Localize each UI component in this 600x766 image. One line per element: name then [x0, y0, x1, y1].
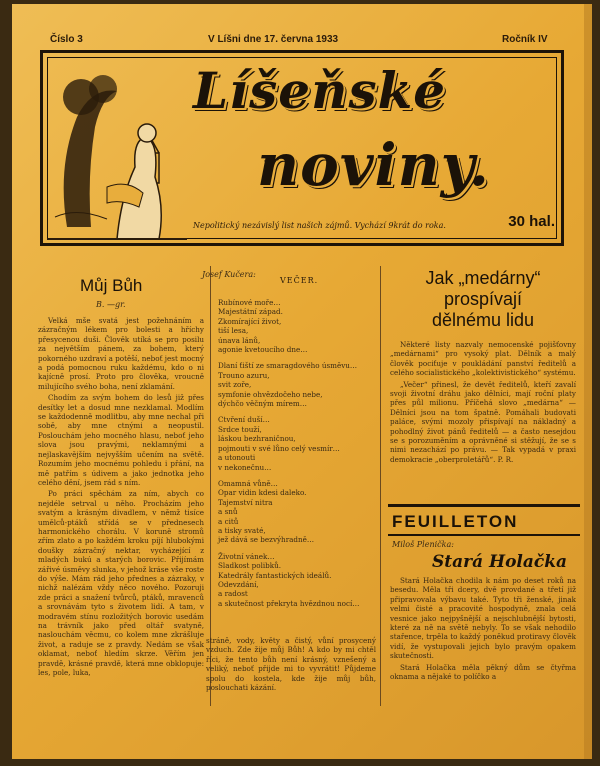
masthead-title-line2: noviny.	[257, 131, 490, 199]
article-title-medarny	[388, 268, 578, 331]
poem-line: jež dává se bezvýhradně…	[218, 535, 315, 545]
headline-line: prospívají	[443, 289, 523, 309]
poem-line: dýchčo věčným mírem…	[218, 399, 307, 409]
article-continuation	[206, 636, 376, 694]
poem-line: pojmouti v své lůno celý vesmír…	[218, 443, 340, 453]
headline-line: dělnému lidu	[431, 310, 535, 330]
poem-line: Opar vidin kdesi daleko.	[218, 488, 307, 498]
feuilleton-body	[390, 576, 576, 683]
paragraph: stráně, vody, květy a čistý, vůní prosycený vzduch. Zde žije můj Bůh! A kdo by mi chtěl říci, že tento bůh není krásný, vznešený a veliký, neboť přijde mi to vyvrátit! Půjdeme spolu do kostela, kde žije můj bůh, poslouchati kázání.	[206, 636, 376, 693]
poem-line: Rubínové moře…	[218, 298, 281, 307]
paragraph: „Večer“ přinesl, že devět ředitelů, kteří zavalí svoji životní dráhu jako dělníci, mají roční platy přes půl milionu. Příčehá slovo „medárna“ — Dělníci jsou na tom špatně. Pomáhali budovati paláce, svými mozoly přispívají na nákladný a pohodlný život pánů ředitelů — a často nesejdou se s porozuměním a oprávněné si stěžují, že se s nimi nezachází po právu. — Tak vypadá v praxi demokracie „oberproletářů“. P. R.	[390, 379, 576, 464]
article-body-medarny	[390, 340, 576, 466]
paragraph: Stará Holačka chodila k nám po deset roků na besedu. Měla tři dcery, dvě provdané a třetí již připravovala výbavu také. Tyto tři ženské, jinak velmi čisté a pracovité hospodyně, znala celá vesnice jako nejpyšnější a nejschlubnější bytosti, které za ně na světě nebyly. To se však nehodilo stařence, trpěla to každý poněkud protiravy člověk vidí, že vystupovali jejich bylo pravým opakem skutečnosti.	[390, 576, 576, 661]
poem-line: agonie kvetoucího dne…	[218, 345, 308, 355]
poem-vecer	[218, 298, 384, 608]
page-edge-shadow	[584, 4, 592, 759]
poem-line: únava lánů,	[218, 335, 261, 345]
section-rule	[388, 504, 580, 507]
paragraph: Po práci spěchám za ním, abych co nejdéle setrval u něho. Procházím jeho svatým a krásným divadlem, v němž tisíce umělců-ptáků střídá se v přednesech harmonického chorálu. V koruně stromů zřím zlato a po každém kroku píjí hlubokými doušky zázračný nektar, vycházející z mladých bukú a starých borovic. Přijímám zářivé úsměvy slunka, v jehož kráse vše roste do výše. Mám rád jeho přednes a zázraky, v nichž nalézám vždy něco nového. Pozoruji zde práci a snažení tvůrců, ptáků, mravenců a srovnávám tyto s životem lidí. A tam, v modravém stínu rozložitých borovic usedám na trávník jako před oltář svatyně, naslouchám věcmu, co kolem mne zkrášluje život, a raduje se z pravdy. Nedám se však oklamat, neboť hledím skrze. Věřím jen pravdě, krásné pravdě, která mne obklopuje: les, pole, luka,	[38, 489, 204, 678]
poem-line: Dlaní ťiští ze smaragdového úsměvu…	[218, 361, 358, 371]
paragraph: Chodím za svým bohem do lesů již přes desítky let a dosud mne nezklamal. Modlím se každodenně modlitbu, aby mne nechal při sobě, aby mne ctnými a neopustil. Poslouchám jeho mocného hlasu, neboť jeho slova jsou pravými, neklamnými a nejlaskavějším nejvyšším učením na světě. Rozumím jeho mocnému pohledu i přání, na mě patřím s údivem a jako jednotka jeho celého dění, jsem rád s ním.	[38, 393, 204, 487]
masthead-subtitle: Nepolitický nezávislý list našich zájmů. Vychází 9krát do roka.	[193, 221, 446, 230]
issue-number: Číslo 3	[50, 34, 83, 45]
poem-line: Srdce touží,	[218, 424, 262, 434]
poem-line: Katedrály fantastických ideálů.	[218, 570, 332, 580]
paragraph: Některé listy nazvaly nemocenské pojišťovny „medárnami“ pro vysoký plat. Dělník a malý člověk pociťuje v poukládání panství ředitelů a celého socialistického „kolektivistického“ systému.	[390, 340, 576, 378]
poem-line: láskou bezhraničnou,	[218, 434, 296, 444]
feuilleton-title: Stará Holačka	[432, 552, 568, 572]
poem-line: a radost	[218, 589, 248, 599]
poem-line: Tajemství nitra	[218, 497, 273, 507]
column-divider	[380, 266, 381, 706]
poem-line: v nekonečnu…	[218, 462, 272, 472]
dateline: V Líšni dne 17. června 1933	[208, 34, 339, 45]
paragraph: Velká mše svatá jest požehnáním a zázračným lékem pro bolesti a hříchy přesycenou duši. Člověk utíká se pro posilu za největším pánem, za bohem, který pokorného uzdraví a potěší, neboť jest mocný a podá pomocnou ruku každému, kdo o ni kajícně prosí. Proto pro člověka, vroucně milujícího svého boha, není zklamání.	[38, 316, 204, 391]
masthead-title-line1: Líšeňské	[193, 61, 447, 120]
poem-line: a tisky svaté,	[218, 525, 266, 535]
newspaper-page	[12, 4, 592, 759]
paragraph: Stará Holačka měla pěkný dům se čtyřma oknama a nějaké to políčko a	[390, 662, 576, 682]
headline-line: Jak „medárny“	[425, 268, 541, 288]
poem-line: Majestátní západ.	[218, 307, 283, 317]
volume-number: Ročník IV	[502, 34, 548, 45]
poem-author: Josef Kučera:	[202, 270, 256, 279]
poem-title: VEČER.	[280, 276, 319, 285]
poem-line: Životní vánek…	[218, 551, 275, 561]
poem-line: Zkomírající život,	[218, 316, 282, 326]
poem-line: a snů	[218, 507, 238, 517]
section-rule	[388, 534, 580, 536]
article-title-muj-buh: Můj Bůh	[80, 276, 143, 295]
masthead	[40, 50, 564, 246]
poem-line: a skutečnost překryta hvězdnou nocí…	[218, 598, 360, 608]
masthead-illustration	[47, 57, 187, 243]
article-byline: B. —gr.	[96, 300, 126, 309]
poem-line: Odevzdání,	[218, 579, 259, 589]
poem-line: symfonie ohvězdočeho nebe,	[218, 389, 323, 399]
feuilleton-author: Miloš Plenička:	[392, 540, 454, 549]
poem-line: svit zoře,	[218, 380, 252, 390]
article-body-muj-buh	[38, 316, 204, 679]
poem-line: Sladkost polibků.	[218, 561, 282, 571]
poem-line: Omamná vůně…	[218, 478, 278, 488]
poem-line: a citů	[218, 516, 239, 526]
price: 30 hal.	[508, 213, 555, 230]
section-heading-feuilleton: FEUILLETON	[392, 512, 519, 531]
poem-line: tiší lesa,	[218, 326, 249, 336]
poem-line: a utonouti	[218, 453, 256, 463]
poem-line: Trouno azuru,	[218, 370, 270, 380]
poem-line: Ctvření duší…	[218, 415, 270, 425]
